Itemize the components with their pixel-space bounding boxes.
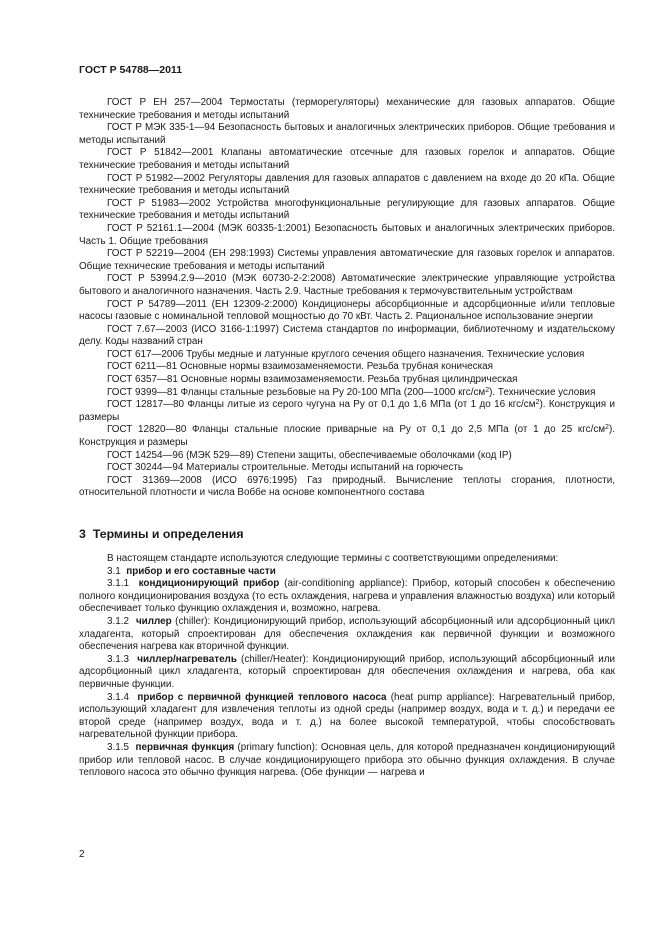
reference-item: ГОСТ Р 52161.1—2004 (МЭК 60335-1:2001) Безопасность бытовых и аналогичных электрических приборов. Часть 1. Общие требования xyxy=(79,222,615,247)
term-definition: 3.1.5 первичная функция (primary function): Основная цель, для которой предназначен кондиционирующий прибор или тепловой насос. В случае кондиционирующего прибора это обычно функция охлаждения. В случае теплового насоса это обычно функция нагрева. (Обе функции — нагрева и xyxy=(79,741,615,779)
reference-item: ГОСТ Р 54789—2011 (ЕН 12309-2:2000) Кондиционеры абсорбционные и адсорбционные и/или тепловые насосы газовые с номинальной тепловой мощностью до 70 кВт. Часть 2. Рациональное использование энергии xyxy=(79,298,615,323)
reference-item: ГОСТ 6211—81 Основные нормы взаимозаменяемости. Резьба трубная коническая xyxy=(107,361,493,373)
term-definition: 3.1.4 прибор с первичной функцией теплового насоса (heat pump appliance): Нагревательный прибор, использующий хладагент для извлечения теплоты из одной среды (например воздух, вода и т. д.) и передачи ее второй среде (например воздух, вода и т. д.) на более высокой температурой, чтобы способствовать нагревательной функции прибора. xyxy=(79,691,615,741)
reference-item: ГОСТ Р 51842—2001 Клапаны автоматические отсечные для газовых горелок и аппаратов. Общие технические требования и методы испытаний xyxy=(79,147,615,171)
reference-item-gost-12820: ГОСТ 12820—80 Фланцы стальные плоские приварные на Ру от 0,1 до 2,5 МПа (от 1 до 25 кгс/$см^2$). Конструкция и размеры xyxy=(79,424,615,449)
reference-item: ГОСТ 30244—94 Материалы строительные. Методы испытаний на горючесть xyxy=(107,462,464,474)
reference-item: ГОСТ 7.67—2003 (ИСО 3166-1:1997) Система стандартов по информации, библиотечному и издательскому делу. Коды названий стран xyxy=(79,323,615,348)
reference-item: ГОСТ Р МЭК 335-1—94 Безопасность бытовых и аналогичных электрических приборов. Общие требования и методы испытаний xyxy=(79,122,615,146)
reference-item: ГОСТ Р 53994.2.9—2010 (МЭК 60730-2-2:2008) Автоматические электрические управляющие устройства бытового и аналогичного назначения. Часть 2.9. Частные требования к термочувствительным устройствам xyxy=(79,273,615,297)
reference-item: ГОСТ Р 51982—2002 Регуляторы давления для газовых аппаратов с давлением на входе до 20 кПа. Общие технические требования и методы испытаний xyxy=(79,172,615,197)
section-intro: В настоящем стандарте используются следующие термины с соответствующими определениями: xyxy=(107,553,559,564)
reference-item: ГОСТ 31369—2008 (ИСО 6976:1995) Газ природный. Вычисление теплоты сгорания, плотности, относительной плотности и числа Воббе на основе компонентного состава xyxy=(79,474,615,499)
reference-item: ГОСТ Р 51983—2002 Устройства многофункциональные регулирующие для газовых аппаратов. Общие технические требования и методы испытаний xyxy=(79,197,615,222)
reference-item: ГОСТ 617—2006 Трубы медные и латунные круглого сечения общего назначения. Технические условия xyxy=(107,348,585,360)
document-header: ГОСТ Р 54788—2011 xyxy=(79,64,183,76)
reference-item: ГОСТ Р 52219—2004 (ЕН 298:1993) Системы управления автоматические для газовых горелок и аппаратов. Общие технические требования и методы испытаний xyxy=(79,248,615,272)
normative-references xyxy=(79,97,615,500)
reference-item-gost-9399: ГОСТ 9399—81 Фланцы стальные резьбовые на Ру 20-100 МПа (200—1000 кгс/$см^2$). Технические условия xyxy=(107,386,596,398)
term-definition: 3.1.1 кондиционирующий прибор (air-conditioning appliance): Прибор, который способен к обеспечению полного кондиционирования воздуха (то есть охлаждения, нагрева и управления влажностью воздуха) или который обеспечивает только функцию охлаждения и, возможно, нагрева. xyxy=(79,578,615,615)
term-definition: 3.1.2 чиллер (chiller): Кондиционирующий прибор, использующий абсорбционный или адсорбционный цикл хладагента, который спроектирован для обеспечения охлаждения как первичной функции и возможного обеспечения нагрева как вторичной функции. xyxy=(79,615,615,653)
section-heading: 3 Термины и определения xyxy=(79,527,244,541)
page-number: 2 xyxy=(79,849,85,860)
reference-item: ГОСТ Р ЕН 257—2004 Термостаты (терморегуляторы) механические для газовых аппаратов. Общие технические требования и методы испытаний xyxy=(79,97,615,121)
reference-item-gost-12817: ГОСТ 12817—80 Фланцы литые из серого чугуна на Ру от 0,1 до 1,6 МПа (от 1 до 16 кгс/$см^2$). Конструкция и размеры xyxy=(79,399,615,423)
reference-item: ГОСТ 6357—81 Основные нормы взаимозаменяемости. Резьба трубная цилиндрическая xyxy=(107,374,518,386)
page-body xyxy=(79,97,615,780)
term-definition: 3.1.3 чиллер/нагреватель (chiller/Heater): Кондиционирующий прибор, использующий абсорбционный или адсорбционный цикл хладагента, который спроектирован для обеспечения охлаждения и нагрева, оба как первичные функции. xyxy=(79,653,615,690)
terms-and-definitions xyxy=(79,553,615,780)
subsection-3-1: 3.1 прибор и его составные части xyxy=(107,565,276,577)
reference-item: ГОСТ 14254—96 (МЭК 529—89) Степени защиты, обеспечиваемые оболочками (код IP) xyxy=(107,449,512,461)
